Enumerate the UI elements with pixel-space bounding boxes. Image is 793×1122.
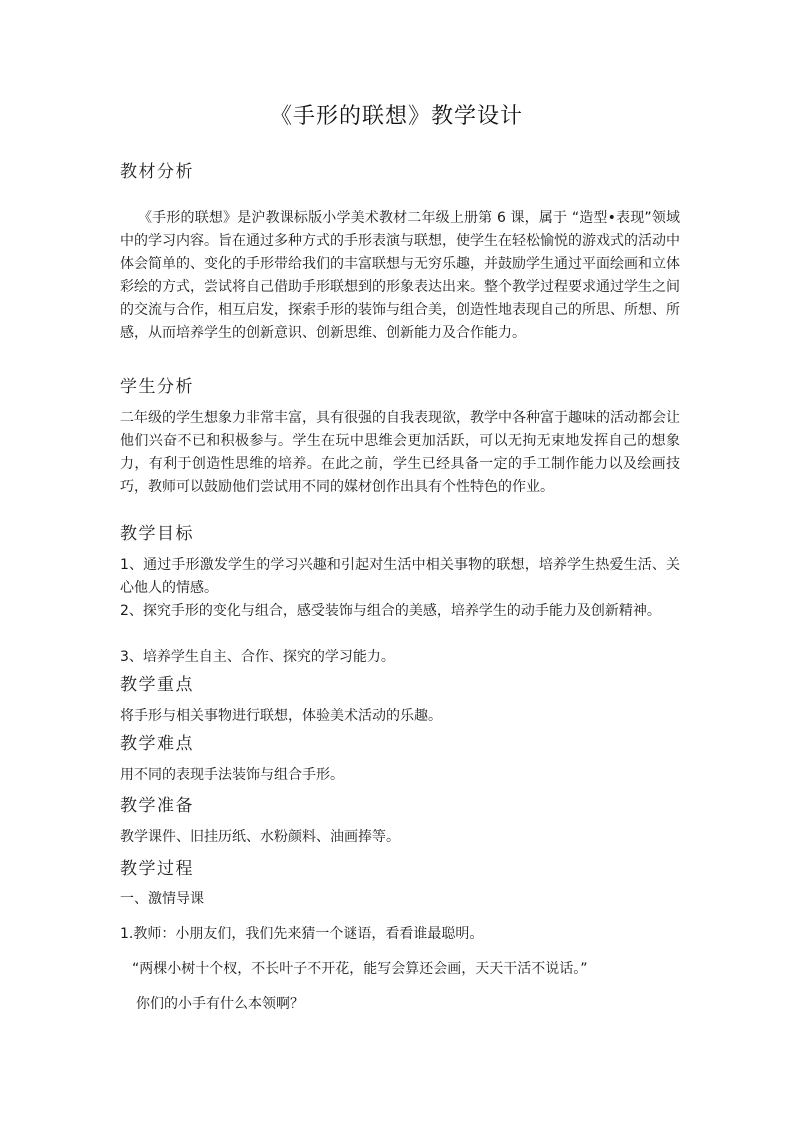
section-heading-difficulty: 教学难点 xyxy=(120,734,194,754)
section-heading-teaching-process: 教学过程 xyxy=(120,859,194,879)
teaching-goal-item-2: 2、探究手形的变化与组合，感受装饰与组合的美感，培养学生的动手能力及创新精神。 xyxy=(120,603,661,619)
process-sub-heading: 一、激情导课 xyxy=(120,891,204,907)
section-heading-key-point: 教学重点 xyxy=(120,675,194,695)
key-point-text: 将手形与相关事物进行联想，体验美术活动的乐趣。 xyxy=(120,708,442,724)
section-heading-material-analysis: 教材分析 xyxy=(120,162,194,182)
preparation-text: 教学课件、旧挂历纸、水粉颜料、油画捧等。 xyxy=(120,829,400,845)
teaching-goal-item-1: 1、通过手形激发学生的学习兴趣和引起对生活中相关事物的联想，培养学生热爱生活、关心他人的情感。 xyxy=(120,557,680,596)
teaching-goal-item-3: 3、培养学生自主、合作、探究的学习能力。 xyxy=(120,649,395,665)
riddle-quote: “两棵小树十个杈，不长叶子不开花，能写会算还会画，天天干活不说话。” xyxy=(132,961,588,977)
section-heading-student-analysis: 学生分析 xyxy=(120,377,194,397)
process-step-1: 1.教师：小朋友们，我们先来猜一个谜语，看看谁最聪明。 xyxy=(120,926,484,942)
section-heading-preparation: 教学准备 xyxy=(120,796,194,816)
student-analysis-paragraph: 二年级的学生想象力非常丰富，具有很强的自我表现欲，教学中各种富于趣味的活动都会让他们兴奋不已和积极参与。学生在玩中思维会更加活跃，可以无拘无束地发挥自己的想象力，有利于创造性思维的培养。在此之前，学生已经具备一定的手工制作能力以及绘画技巧，教师可以鼓励他们尝试用不同的媒材创作出具有个性特色的作业。 xyxy=(120,410,680,495)
section-heading-teaching-goals: 教学目标 xyxy=(120,524,194,544)
difficulty-text: 用不同的表现手法装饰与组合手形。 xyxy=(120,767,344,783)
process-question: 你们的小手有什么本领啊？ xyxy=(136,996,304,1012)
document-title: 《手形的联想》教学设计 xyxy=(269,104,523,129)
material-analysis-paragraph: 《手形的联想》是沪教课标版小学美术教材二年级上册第 6 课，属于 “造型•表现”领域中的学习内容。旨在通过多种方式的手形表演与联想，使学生在轻松愉悦的游戏式的活动中体会简单的、变化的手形带给我们的丰富联想与无穷乐趣，并鼓励学生通过平面绘画和立体彩绘的方式，尝试将自己借助手形联想到的形象表达出来。整个教学过程要求通过学生之间的交流与合作，相互启发，探索手形的装饰与组合美，创造性地表现自己的所思、所想、所感，从而培养学生的创新意识、创新思维、创新能力及合作能力。 xyxy=(120,210,680,341)
